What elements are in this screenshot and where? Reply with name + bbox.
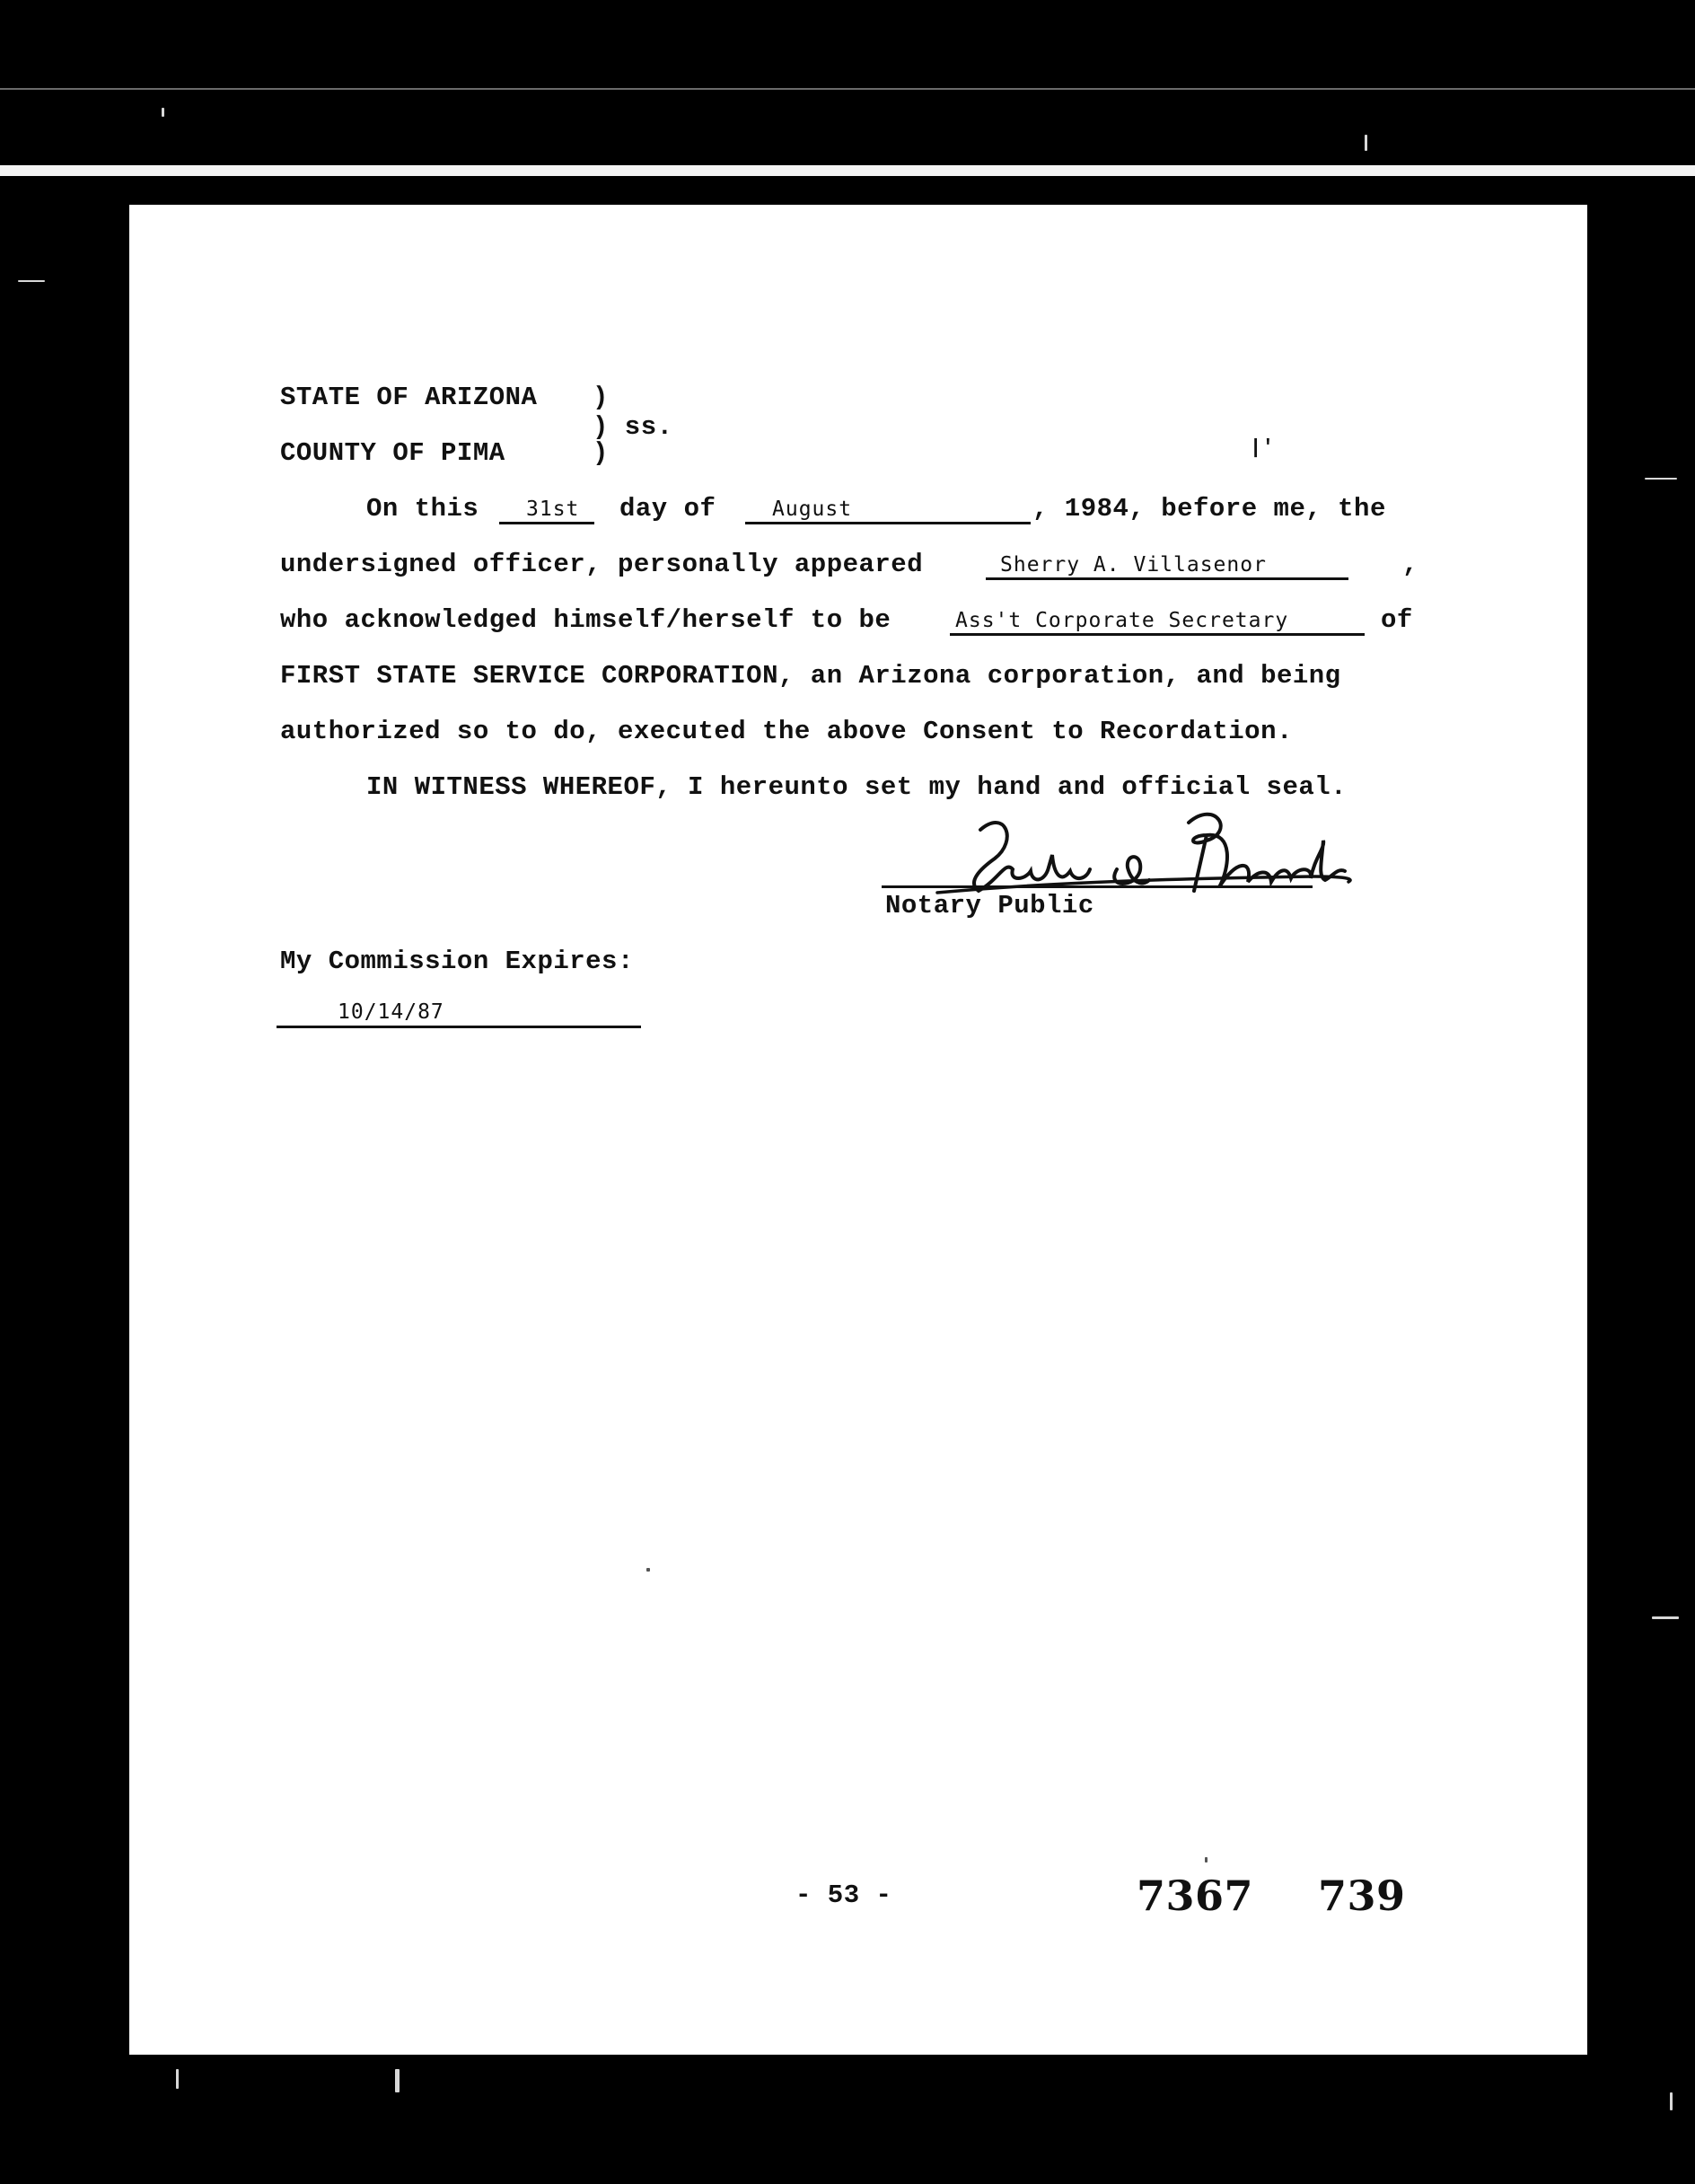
page-number: 739 xyxy=(1318,1871,1406,1920)
line4-text: FIRST STATE SERVICE CORPORATION, an Arizona corporation, and being xyxy=(280,661,1341,691)
line1-prefix: On this xyxy=(366,494,479,524)
line3-suffix: of xyxy=(1381,605,1413,635)
month-field: August xyxy=(772,498,853,521)
scan-speck xyxy=(176,2069,179,2089)
scan-speck xyxy=(1365,135,1367,151)
month-underline xyxy=(745,522,1031,524)
docket-number: 7367 xyxy=(1137,1871,1254,1920)
title-field: Ass't Corporate Secretary xyxy=(955,609,1289,632)
line1-suffix: , 1984, before me, the xyxy=(1032,494,1386,524)
line3-prefix: who acknowledged himself/herself to be xyxy=(280,605,891,635)
line1-mid: day of xyxy=(619,494,716,524)
ss-notation: ) ss. xyxy=(593,412,673,442)
scan-edge-line xyxy=(0,88,1695,90)
day-field: 31st xyxy=(526,498,580,521)
witness-clause: IN WITNESS WHEREOF, I hereunto set my hand and official seal. xyxy=(366,772,1348,802)
title-underline xyxy=(950,633,1365,636)
line2-prefix: undersigned officer, personally appeared xyxy=(280,550,924,579)
notary-public-caption: Notary Public xyxy=(885,891,1094,920)
notary-acknowledgment-page xyxy=(129,205,1587,2055)
line5-text: authorized so to do, executed the above Consent to Recordation. xyxy=(280,717,1293,746)
page-label: - 53 - xyxy=(795,1880,892,1910)
day-underline xyxy=(499,522,594,524)
bracket-bottom: ) xyxy=(593,438,609,468)
state-line: STATE OF ARIZONA xyxy=(280,383,538,412)
scan-speck xyxy=(1670,2092,1673,2110)
page-speck xyxy=(646,1568,650,1572)
scan-speck xyxy=(1645,478,1677,480)
notary-signature xyxy=(919,805,1422,903)
page-speck xyxy=(1205,1857,1208,1863)
commission-label: My Commission Expires: xyxy=(280,947,634,976)
appearer-field: Sherry A. Villasenor xyxy=(1000,553,1267,577)
appearer-underline xyxy=(986,577,1348,580)
scan-edge-stripe xyxy=(0,165,1695,176)
margin-mark: |' xyxy=(1250,436,1275,459)
line2-suffix: , xyxy=(1402,550,1418,579)
signature-line xyxy=(882,885,1313,888)
scan-speck xyxy=(1652,1616,1679,1619)
commission-date: 10/14/87 xyxy=(338,1000,444,1024)
bracket-top: ) xyxy=(593,383,609,412)
scan-speck xyxy=(395,2069,400,2092)
scan-speck xyxy=(18,280,45,282)
county-line: COUNTY OF PIMA xyxy=(280,438,505,468)
scan-speck xyxy=(162,108,164,117)
commission-date-underline xyxy=(277,1026,641,1028)
